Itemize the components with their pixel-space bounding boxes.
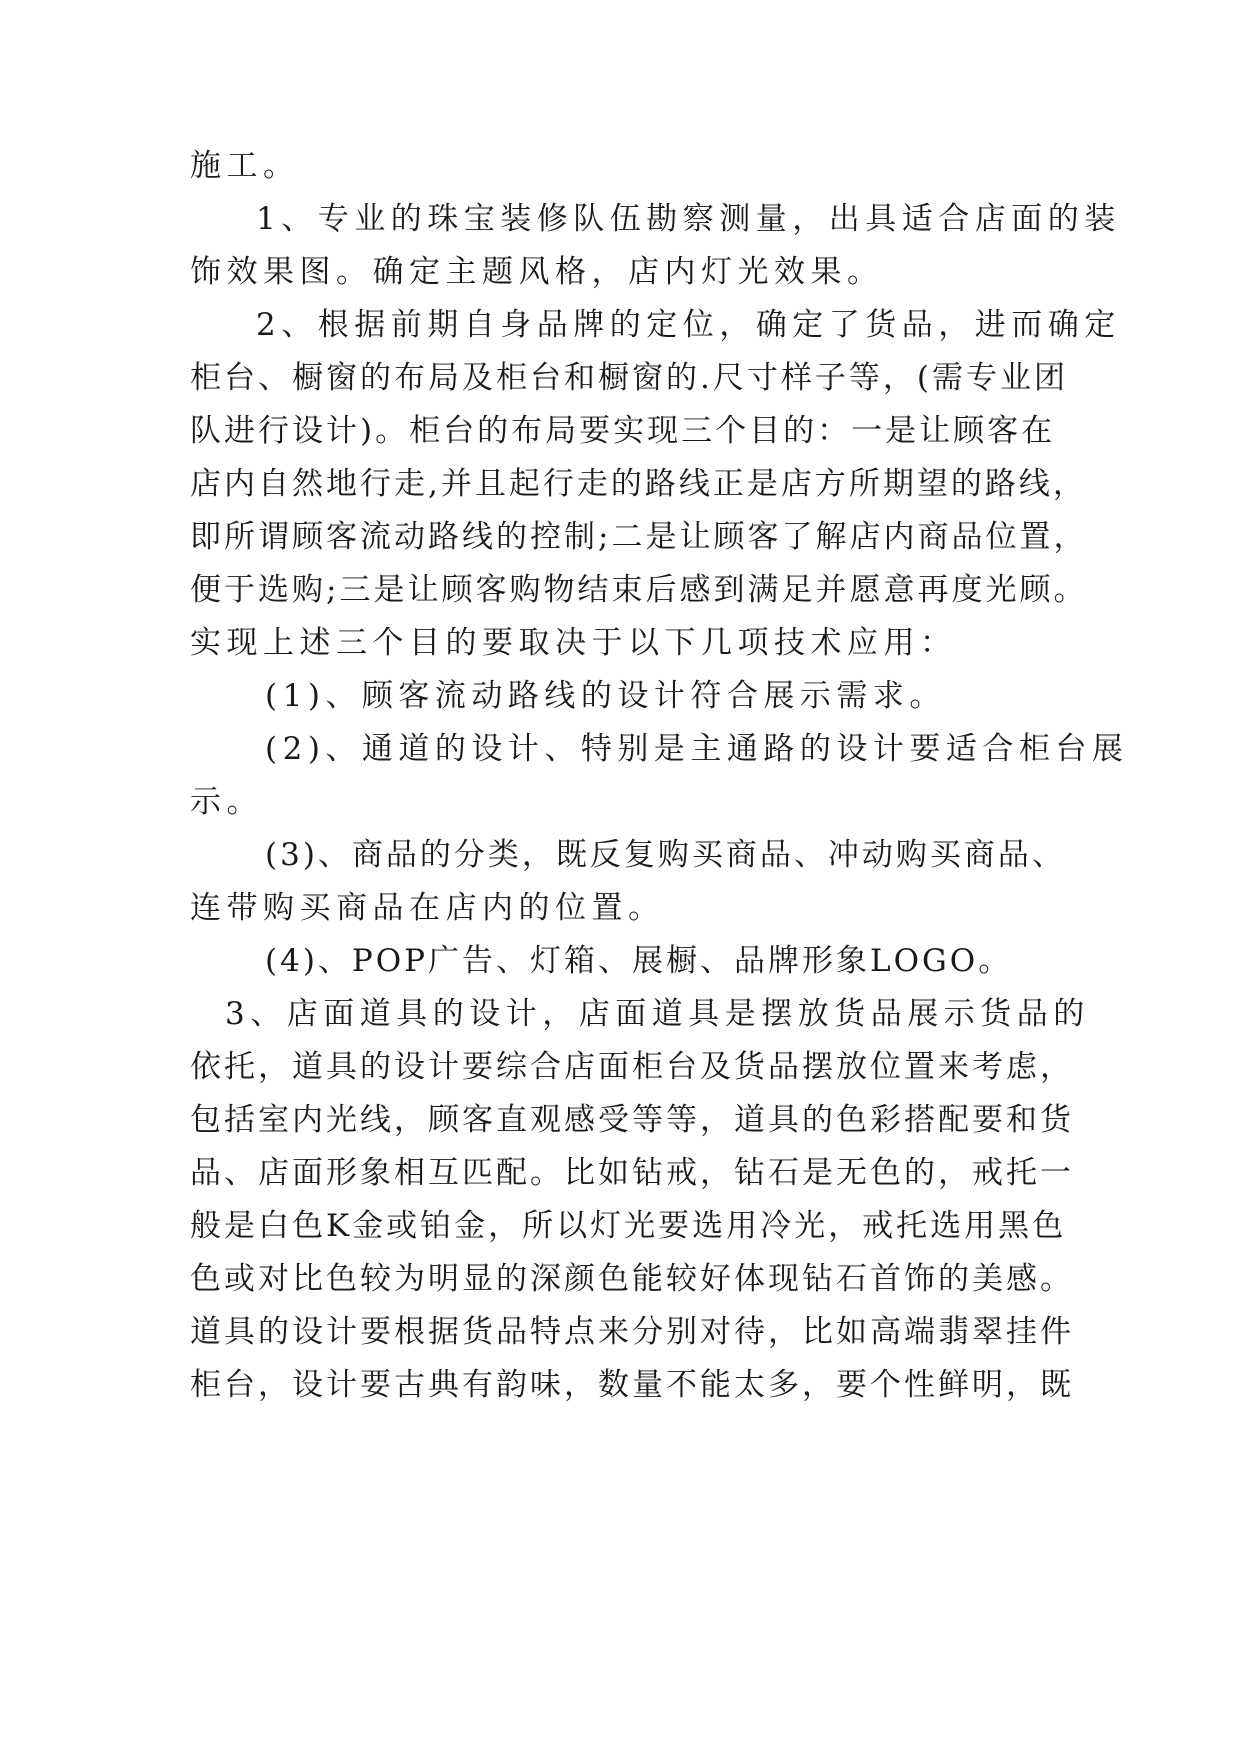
text-line: 3、店面道具的设计，店面道具是摆放货品展示货品的 bbox=[225, 996, 1090, 1032]
text-line: 1、专业的珠宝装修队伍勘察测量，出具适合店面的装 bbox=[256, 201, 1121, 237]
text-line: 道具的设计要根据货品特点来分别对待，比如高端翡翠挂件 bbox=[190, 1314, 1074, 1350]
text-line: 施工。 bbox=[190, 148, 300, 184]
text-line: (4)、POP广告、灯箱、展橱、品牌形象LOGO。 bbox=[265, 943, 1013, 979]
text-line: 示。 bbox=[190, 784, 263, 820]
text-line: 便于选购;三是让顾客购物结束后感到满足并愿意再度光顾。 bbox=[190, 572, 1088, 608]
text-line: 柜台，设计要古典有韵味，数量不能太多，要个性鲜明，既 bbox=[190, 1367, 1074, 1403]
text-line: 2、根据前期自身品牌的定位，确定了货品，进而确定 bbox=[256, 307, 1121, 343]
text-line: 实现上述三个目的要取决于以下几项技术应用： bbox=[190, 625, 957, 661]
text-line: 队进行设计)。柜台的布局要实现三个目的：一是让顾客在 bbox=[190, 413, 1056, 449]
text-line: 柜台、橱窗的布局及柜台和橱窗的.尺寸样子等，(需专业团 bbox=[190, 360, 1068, 396]
text-line: (2)、通道的设计、特别是主通路的设计要适合柜台展 bbox=[265, 731, 1129, 767]
text-line: 包括室内光线，顾客直观感受等等，道具的色彩搭配要和货 bbox=[190, 1102, 1074, 1138]
text-line: 店内自然地行走,并且起行走的路线正是店方所期望的路线， bbox=[190, 466, 1087, 502]
text-line: 品、店面形象相互匹配。比如钻戒，钻石是无色的，戒托一 bbox=[190, 1155, 1074, 1191]
text-line: 色或对比色较为明显的深颜色能较好体现钻石首饰的美感。 bbox=[190, 1261, 1074, 1297]
text-line: 饰效果图。确定主题风格，店内灯光效果。 bbox=[190, 254, 884, 290]
text-line: 连带购买商品在店内的位置。 bbox=[190, 890, 665, 926]
text-line: (1)、顾客流动路线的设计符合展示需求。 bbox=[265, 678, 946, 714]
text-line: 即所谓顾客流动路线的控制;二是让顾客了解店内商品位置， bbox=[190, 519, 1088, 555]
text-line: (3)、商品的分类，既反复购买商品、冲动购买商品、 bbox=[265, 837, 1066, 873]
text-line: 依托，道具的设计要综合店面柜台及货品摆放位置来考虑， bbox=[190, 1049, 1074, 1085]
text-line: 般是白色K金或铂金，所以灯光要选用冷光，戒托选用黑色 bbox=[190, 1208, 1067, 1244]
